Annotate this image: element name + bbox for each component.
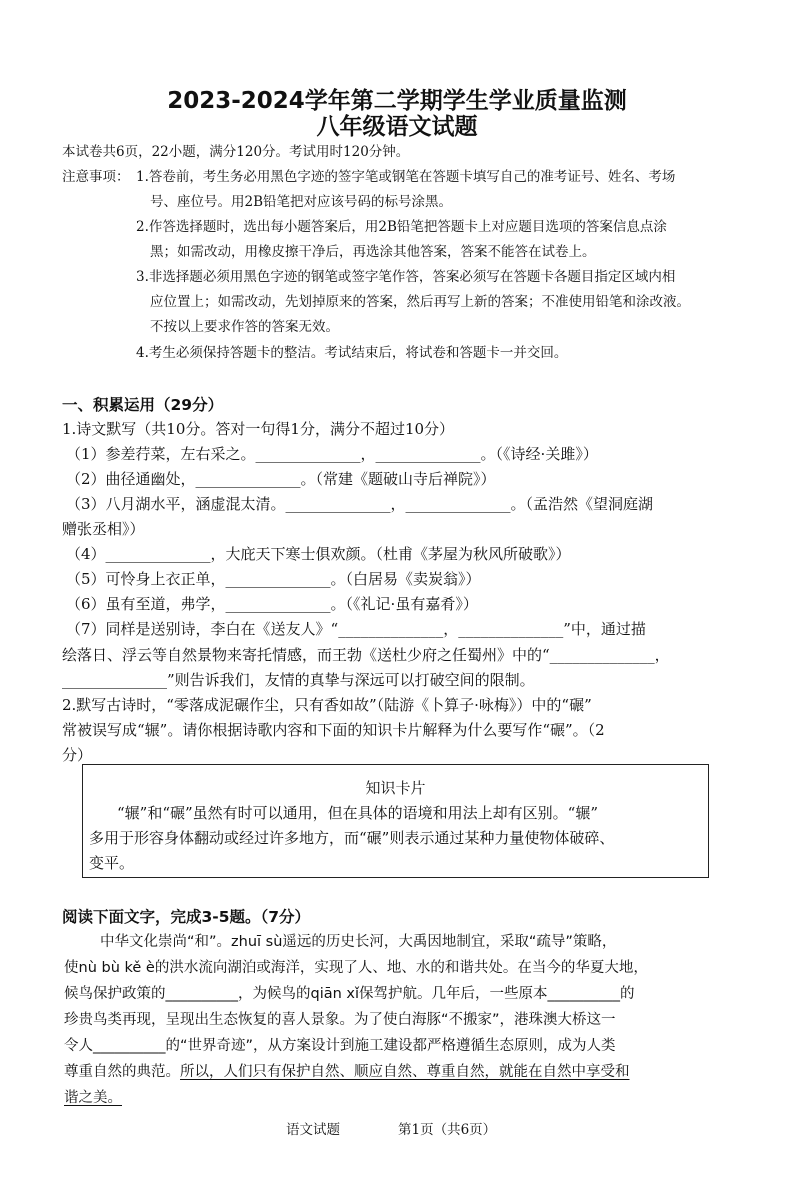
question-1-line-5: （5）可怜身上衣正单，______________。（白居易《卖炭翁》） [66,570,481,588]
question-2-line-1: 2.默写古诗时，“零落成泥碾作尘，只有香如故”（陆游《卜算子·咏梅》）中的“碾” [62,696,592,714]
note-3: 3.非选择题必须用黑色字迹的钢笔或签字笔作答，答案必须写在答题卡各题目指定区域内相 [136,269,676,285]
note-3-cont2: 不按以上要求作答的答案无效。 [150,319,339,335]
reading-heading: 阅读下面文字，完成3-5题。（7分） [62,908,311,926]
question-1-line-3-cont: 赠张丞相》） [62,520,145,538]
question-1-line-6: （6）虽有至道，弗学，______________。（《礼记·虽有嘉肴》） [66,595,478,613]
question-1-line-4: （4）______________，大庇天下寒士俱欢颜。（杜甫《茅屋为秋风所破歌》） [66,545,571,563]
passage-line-5: 令人__________的“世界奇迹”，从方案设计到施工建设都严格遵循生态原则，成为人类 [64,1038,616,1054]
knowledge-card [82,764,709,878]
exam-intro: 本试卷共6页，22小题，满分120分。考试用时120分钟。 [62,144,410,160]
question-1-line-3: （3）八月湖水平，涵虚混太清。______________，______________。（孟浩然《望洞庭湖 [66,495,654,513]
knowledge-card-title: 知识卡片 [365,779,426,797]
knowledge-card-line-3: 变平。 [89,854,135,872]
exam-title: 2023-2024学年第二学期学生学业质量监测 [167,88,627,114]
passage-line-2: 使nù bù kě è的洪水流向湖泊或海洋，实现了人、地、水的和谐共处。在当今的华夏大地， [64,960,648,976]
passage-line-3: 候鸟保护政策的__________，为候鸟的qiān xǐ保驾护航。几年后，一些原本__________的 [64,986,635,1002]
note-1: 1.答卷前，考生务必用黑色字迹的签字笔或钢笔在答题卡填写自己的准考证号、姓名、考场 [136,169,676,185]
knowledge-card-line-2: 多用于形容身体翻动或经过许多地方，而“碾”则表示通过某种力量使物体破碎、 [89,829,615,847]
question-1-line-1: （1）参差荇菜，左右采之。______________，______________。（《诗经·关雎》） [66,445,598,463]
question-1-line-2: （2）曲径通幽处，______________。（常建《题破山寺后禅院》） [66,470,496,488]
question-1-line-7: （7）同样是送别诗，李白在《送友人》“______________，______________”中，通过描 [66,620,646,638]
note-1-cont: 号、座位号。用2B铅笔把对应该号码的标号涂黑。 [150,194,453,210]
note-2-cont: 黑；如需改动，用橡皮擦干净后，再选涂其他答案，答案不能答在试卷上。 [150,244,596,260]
exam-subtitle: 八年级语文试题 [316,114,478,140]
question-2-line-3: 分） [62,746,93,764]
question-1-heading: 1.诗文默写（共10分。答对一句得1分，满分不超过10分） [62,420,455,438]
passage-line-6-text: 尊重自然的典范。 [64,1064,180,1080]
question-1-line-7-cont: 绘落日、浮云等自然景物来寄托情感，而王勃《送杜少府之任蜀州》中的“______________， [62,646,670,664]
question-1-line-7-cont2: ______________”则告诉我们，友情的真挚与深远可以打破空间的限制。 [62,671,535,689]
knowledge-card-line-1: “辗”和“碾”虽然有时可以通用，但在具体的语境和用法上却有区别。“辗” [117,804,599,822]
note-2: 2.作答选择题时，选出每小题答案后，用2B铅笔把答题卡上对应题目选项的答案信息点涂 [136,219,667,235]
note-3-cont: 应位置上；如需改动，先划掉原来的答案，然后再写上新的答案；不准使用铅笔和涂改液。 [150,294,690,310]
passage-line-1: 中华文化崇尚“和”。zhuī sù遥远的历史长河，大禹因地制宜，采取“疏导”策略， [100,934,617,950]
underlined-sentence: 所以，人们只有保护自然、顺应自然、尊重自然，就能在自然中享受和 [180,1064,630,1080]
footer-subject: 语文试题 [286,1122,340,1138]
section-heading: 一、积累运用（29分） [62,396,224,414]
passage-line-4: 珍贵鸟类再现，呈现出生态恢复的喜人景象。为了使白海豚“不搬家”，港珠澳大桥这一 [64,1012,616,1028]
footer-page-number: 第1页（共6页） [398,1122,497,1138]
underlined-sentence-cont: 谐之美。 [64,1090,122,1106]
question-2-line-2: 常被误写成“辗”。请你根据诗歌内容和下面的知识卡片解释为什么要写作“碾”。（2 [62,721,605,739]
notes-label: 注意事项： [62,169,130,185]
passage-line-6 [64,1060,630,1081]
note-4: 4.考生必须保持答题卡的整洁。考试结束后，将试卷和答题卡一并交回。 [136,345,568,361]
